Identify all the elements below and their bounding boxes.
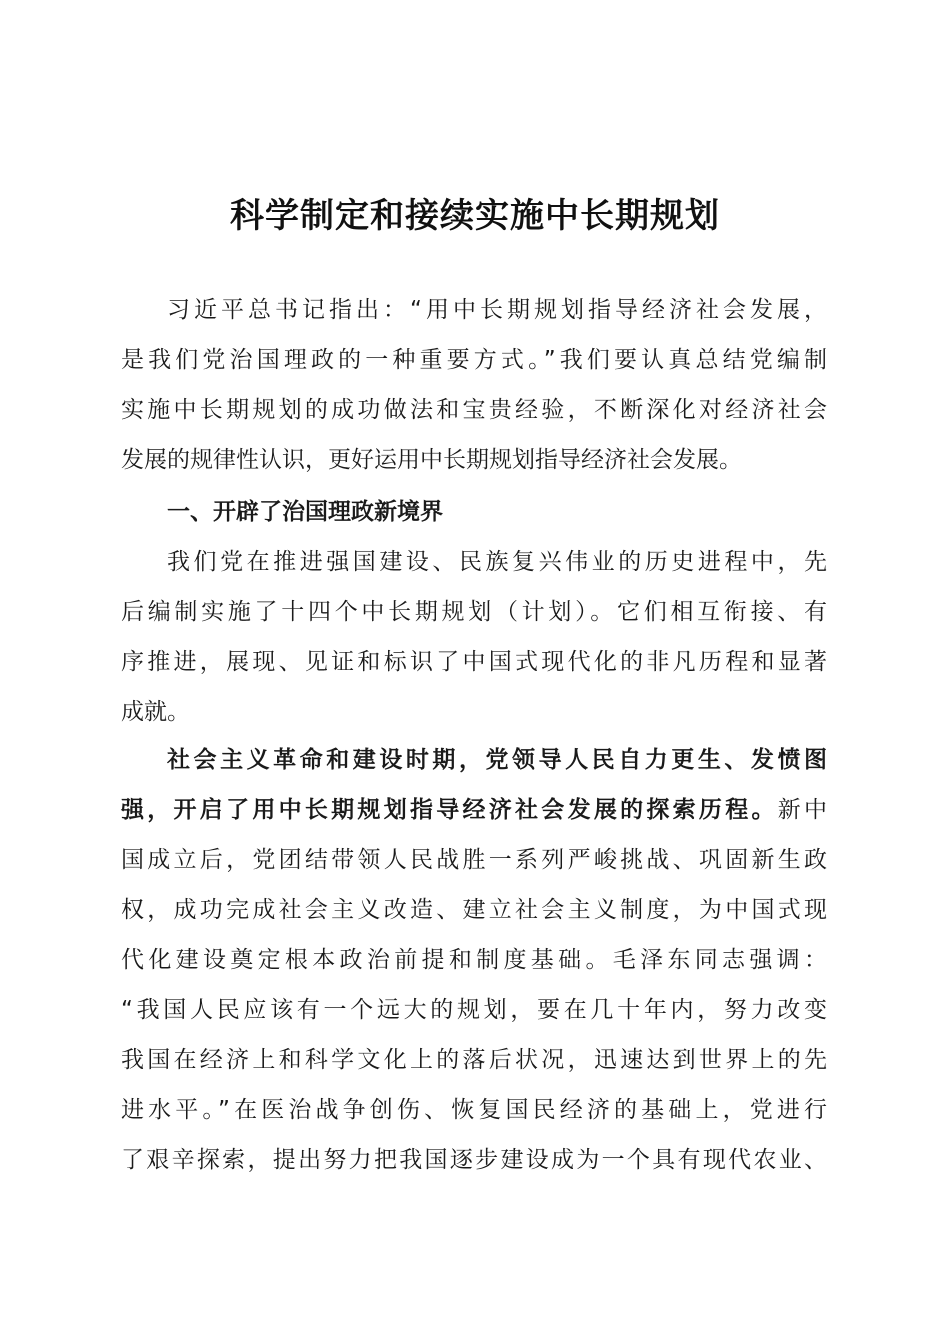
text-line: 序推进，展现、见证和标识了中国式现代化的非凡历程和显著 [121,649,827,675]
text-line: “我国人民应该有一个远大的规划，要在几十年内，努力改变 [121,997,827,1023]
text-line: 权，成功完成社会主义改造、建立社会主义制度，为中国式现 [121,897,827,923]
paragraph-intro [121,285,827,485]
section-heading [121,487,827,537]
text-line: 是我们党治国理政的一种重要方式。”我们要认真总结党编制 [121,347,827,373]
text-line: 进水平。”在医治战争创伤、恢复国民经济的基础上，党进行 [121,1097,827,1123]
paragraph-history [121,537,827,737]
heading-line: 一、开辟了治国理政新境界 [167,499,443,525]
sentence-start: 新中 [777,797,828,823]
bold-text-line: 社会主义革命和建设时期，党领导人民自力更生、发愤图 [167,747,827,773]
mixed-text-line [121,785,827,835]
text-line: 代化建设奠定根本政治前提和制度基础。毛泽东同志强调： [121,947,827,973]
text-line: 习近平总书记指出：“用中长期规划指导经济社会发展， [167,297,827,323]
text-line: 实施中长期规划的成功做法和宝贵经验，不断深化对经济社会 [121,397,827,423]
document-title: 科学制定和接续实施中长期规划 [230,196,720,236]
text-line: 成就。 [121,699,190,725]
text-line: 我国在经济上和科学文化上的落后状况，迅速达到世界上的先 [121,1047,827,1073]
text-line: 国成立后，党团结带领人民战胜一系列严峻挑战、巩固新生政 [121,847,827,873]
text-line: 发展的规律性认识，更好运用中长期规划指导经济社会发展。 [121,447,742,473]
bold-sentence-end: 强，开启了用中长期规划指导经济社会发展的探索历程。 [121,797,778,823]
paragraph-socialist-period [121,735,827,1185]
text-line: 我们党在推进强国建设、民族复兴伟业的历史进程中，先 [167,549,827,575]
text-line: 了艰辛探索，提出努力把我国逐步建设成为一个具有现代农业、 [121,1147,827,1173]
text-line: 后编制实施了十四个中长期规划（计划）。它们相互衔接、有 [121,599,827,625]
